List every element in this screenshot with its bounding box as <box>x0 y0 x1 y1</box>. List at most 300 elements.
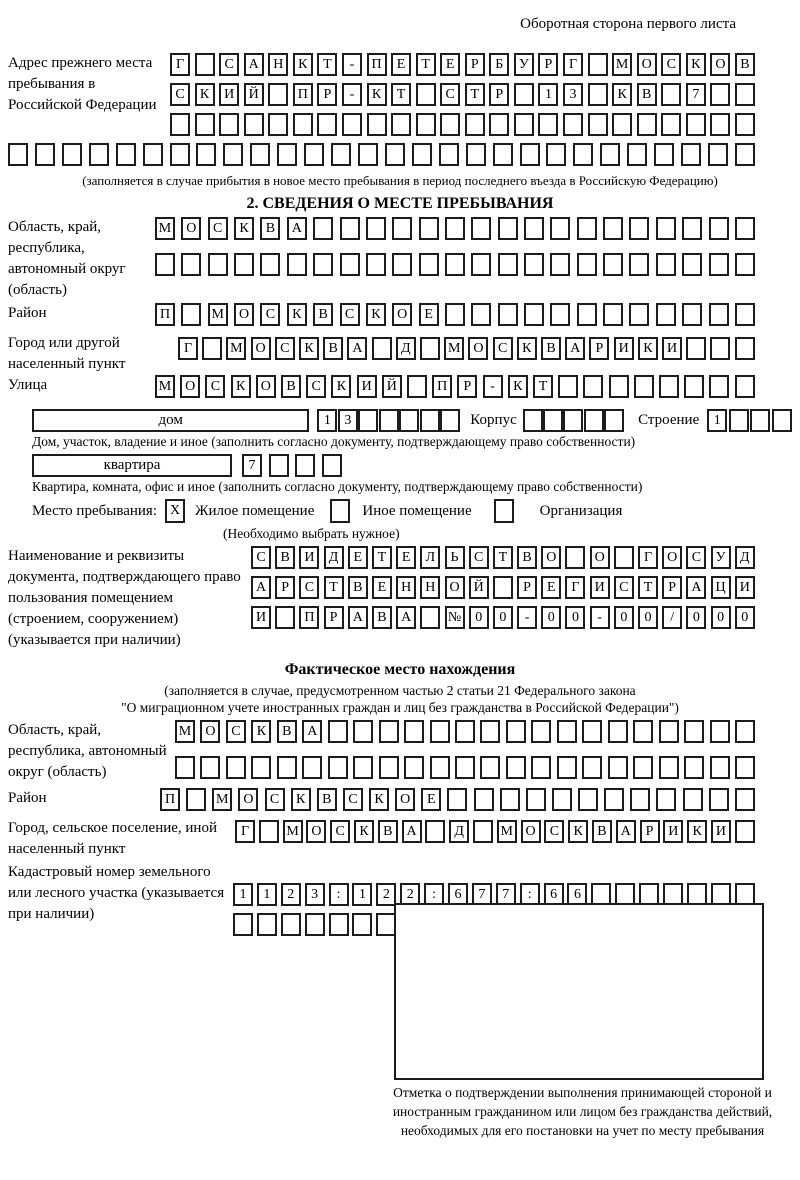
char-cell[interactable] <box>681 143 701 166</box>
char-cell[interactable] <box>352 913 372 936</box>
prev-address-grid-row-2[interactable] <box>170 83 755 106</box>
char-cell[interactable]: К <box>369 788 389 811</box>
char-cell[interactable] <box>219 113 239 136</box>
char-cell[interactable]: В <box>592 820 612 843</box>
char-cell[interactable]: И <box>662 337 682 360</box>
char-cell[interactable]: 0 <box>493 606 513 629</box>
prev-address-grid-row-3[interactable] <box>170 113 755 136</box>
char-cell[interactable] <box>526 788 546 811</box>
char-cell[interactable]: К <box>287 303 307 326</box>
char-cell[interactable] <box>686 113 706 136</box>
char-cell[interactable]: К <box>612 83 632 106</box>
char-cell[interactable]: А <box>302 720 322 743</box>
char-cell[interactable] <box>661 83 681 106</box>
char-cell[interactable]: Т <box>391 83 411 106</box>
char-cell[interactable]: И <box>711 820 731 843</box>
char-cell[interactable]: : <box>424 883 444 906</box>
char-cell[interactable] <box>514 83 534 106</box>
char-cell[interactable]: К <box>331 375 351 398</box>
char-cell[interactable]: 0 <box>711 606 731 629</box>
char-cell[interactable] <box>399 409 419 432</box>
char-cell[interactable] <box>531 720 551 743</box>
char-cell[interactable]: 1 <box>257 883 277 906</box>
char-cell[interactable]: С <box>208 217 228 240</box>
char-cell[interactable]: А <box>348 606 368 629</box>
char-cell[interactable] <box>735 113 755 136</box>
char-cell[interactable]: И <box>357 375 377 398</box>
char-cell[interactable] <box>250 143 270 166</box>
char-cell[interactable] <box>557 720 577 743</box>
char-cell[interactable]: О <box>590 546 610 569</box>
char-cell[interactable]: Н <box>396 576 416 599</box>
char-cell[interactable]: 7 <box>496 883 516 906</box>
char-cell[interactable]: В <box>541 337 561 360</box>
char-cell[interactable]: Т <box>465 83 485 106</box>
char-cell[interactable]: Е <box>396 546 416 569</box>
char-cell[interactable] <box>710 113 730 136</box>
char-cell[interactable] <box>710 756 730 779</box>
char-cell[interactable]: О <box>468 337 488 360</box>
char-cell[interactable] <box>366 253 386 276</box>
char-cell[interactable]: У <box>711 546 731 569</box>
char-cell[interactable]: С <box>251 546 271 569</box>
char-cell[interactable]: Р <box>640 820 660 843</box>
char-cell[interactable]: К <box>638 337 658 360</box>
char-cell[interactable]: - <box>342 53 362 76</box>
char-cell[interactable]: О <box>256 375 276 398</box>
char-cell[interactable] <box>735 756 755 779</box>
apartment-cells[interactable] <box>242 454 342 477</box>
char-cell[interactable] <box>196 143 216 166</box>
char-cell[interactable] <box>709 788 729 811</box>
char-cell[interactable]: В <box>317 788 337 811</box>
char-cell[interactable]: Р <box>489 83 509 106</box>
al-city-row[interactable] <box>235 820 755 843</box>
char-cell[interactable]: 7 <box>472 883 492 906</box>
stroenie-cells[interactable] <box>707 409 792 432</box>
char-cell[interactable]: О <box>181 217 201 240</box>
char-cell[interactable]: 0 <box>469 606 489 629</box>
char-cell[interactable]: П <box>293 83 313 106</box>
char-cell[interactable]: Г <box>638 546 658 569</box>
char-cell[interactable]: К <box>686 53 706 76</box>
char-cell[interactable]: П <box>299 606 319 629</box>
char-cell[interactable] <box>317 113 337 136</box>
char-cell[interactable] <box>277 756 297 779</box>
char-cell[interactable] <box>630 788 650 811</box>
char-cell[interactable]: Д <box>735 546 755 569</box>
char-cell[interactable] <box>588 113 608 136</box>
char-cell[interactable]: 7 <box>686 83 706 106</box>
char-cell[interactable] <box>710 83 730 106</box>
char-cell[interactable]: С <box>544 820 564 843</box>
stay-residential-checkbox[interactable]: X <box>165 499 185 523</box>
char-cell[interactable] <box>735 217 755 240</box>
char-cell[interactable] <box>268 113 288 136</box>
char-cell[interactable] <box>287 253 307 276</box>
char-cell[interactable]: Й <box>469 576 489 599</box>
char-cell[interactable]: И <box>219 83 239 106</box>
char-cell[interactable] <box>195 113 215 136</box>
char-cell[interactable]: С <box>614 576 634 599</box>
char-cell[interactable]: С <box>219 53 239 76</box>
char-cell[interactable]: Н <box>268 53 288 76</box>
char-cell[interactable] <box>603 253 623 276</box>
char-cell[interactable]: О <box>710 53 730 76</box>
char-cell[interactable]: Ь <box>445 546 465 569</box>
char-cell[interactable] <box>416 113 436 136</box>
char-cell[interactable]: П <box>432 375 452 398</box>
char-cell[interactable]: К <box>354 820 374 843</box>
char-cell[interactable] <box>684 756 704 779</box>
char-cell[interactable] <box>735 83 755 106</box>
char-cell[interactable] <box>577 253 597 276</box>
char-cell[interactable] <box>425 820 445 843</box>
char-cell[interactable]: И <box>663 820 683 843</box>
char-cell[interactable]: 7 <box>242 454 262 477</box>
char-cell[interactable]: - <box>590 606 610 629</box>
char-cell[interactable] <box>480 756 500 779</box>
char-cell[interactable] <box>735 303 755 326</box>
char-cell[interactable]: Т <box>493 546 513 569</box>
char-cell[interactable] <box>563 113 583 136</box>
char-cell[interactable]: О <box>392 303 412 326</box>
char-cell[interactable]: Н <box>420 576 440 599</box>
char-cell[interactable] <box>471 253 491 276</box>
char-cell[interactable] <box>583 375 603 398</box>
char-cell[interactable]: Е <box>541 576 561 599</box>
char-cell[interactable]: Г <box>170 53 190 76</box>
char-cell[interactable] <box>379 720 399 743</box>
char-cell[interactable] <box>578 788 598 811</box>
char-cell[interactable]: О <box>445 576 465 599</box>
char-cell[interactable]: Р <box>589 337 609 360</box>
char-cell[interactable] <box>430 756 450 779</box>
char-cell[interactable]: Ц <box>711 576 731 599</box>
char-cell[interactable]: 2 <box>281 883 301 906</box>
s2-region-row-2[interactable] <box>155 253 755 276</box>
char-cell[interactable] <box>582 756 602 779</box>
char-cell[interactable]: П <box>367 53 387 76</box>
char-cell[interactable] <box>604 788 624 811</box>
char-cell[interactable] <box>392 217 412 240</box>
char-cell[interactable]: И <box>590 576 610 599</box>
char-cell[interactable]: И <box>251 606 271 629</box>
char-cell[interactable] <box>489 113 509 136</box>
char-cell[interactable] <box>682 303 702 326</box>
char-cell[interactable]: В <box>260 217 280 240</box>
char-cell[interactable]: Р <box>517 576 537 599</box>
char-cell[interactable] <box>372 337 392 360</box>
char-cell[interactable]: М <box>283 820 303 843</box>
char-cell[interactable]: Е <box>421 788 441 811</box>
al-region-row-1[interactable] <box>175 720 755 743</box>
char-cell[interactable]: С <box>440 83 460 106</box>
char-cell[interactable]: С <box>260 303 280 326</box>
char-cell[interactable]: Е <box>440 53 460 76</box>
char-cell[interactable]: А <box>402 820 422 843</box>
char-cell[interactable] <box>379 756 399 779</box>
char-cell[interactable] <box>473 820 493 843</box>
char-cell[interactable]: О <box>200 720 220 743</box>
char-cell[interactable] <box>358 143 378 166</box>
char-cell[interactable] <box>234 253 254 276</box>
char-cell[interactable]: И <box>735 576 755 599</box>
char-cell[interactable]: Р <box>324 606 344 629</box>
char-cell[interactable]: 0 <box>638 606 658 629</box>
char-cell[interactable] <box>558 375 578 398</box>
char-cell[interactable] <box>686 337 706 360</box>
char-cell[interactable] <box>654 143 674 166</box>
char-cell[interactable] <box>588 53 608 76</box>
char-cell[interactable] <box>471 217 491 240</box>
char-cell[interactable]: С <box>340 303 360 326</box>
char-cell[interactable]: 1 <box>538 83 558 106</box>
char-cell[interactable]: 0 <box>735 606 755 629</box>
char-cell[interactable]: С <box>661 53 681 76</box>
char-cell[interactable] <box>750 409 770 432</box>
char-cell[interactable]: Р <box>538 53 558 76</box>
char-cell[interactable]: К <box>299 337 319 360</box>
char-cell[interactable] <box>588 83 608 106</box>
char-cell[interactable]: - <box>517 606 537 629</box>
char-cell[interactable] <box>709 217 729 240</box>
char-cell[interactable]: О <box>521 820 541 843</box>
char-cell[interactable] <box>244 113 264 136</box>
char-cell[interactable] <box>520 143 540 166</box>
char-cell[interactable] <box>233 913 253 936</box>
char-cell[interactable] <box>603 303 623 326</box>
char-cell[interactable] <box>637 113 657 136</box>
char-cell[interactable]: С <box>299 576 319 599</box>
char-cell[interactable] <box>659 720 679 743</box>
char-cell[interactable]: Р <box>465 53 485 76</box>
char-cell[interactable] <box>404 720 424 743</box>
char-cell[interactable] <box>328 720 348 743</box>
char-cell[interactable] <box>269 454 289 477</box>
char-cell[interactable] <box>202 337 222 360</box>
char-cell[interactable] <box>366 217 386 240</box>
stay-other-checkbox[interactable] <box>330 499 350 523</box>
char-cell[interactable]: В <box>517 546 537 569</box>
char-cell[interactable] <box>89 143 109 166</box>
char-cell[interactable] <box>604 409 624 432</box>
char-cell[interactable]: Е <box>372 576 392 599</box>
korpus-cells[interactable] <box>523 409 624 432</box>
char-cell[interactable]: В <box>348 576 368 599</box>
char-cell[interactable]: Д <box>324 546 344 569</box>
char-cell[interactable] <box>772 409 792 432</box>
char-cell[interactable] <box>577 303 597 326</box>
char-cell[interactable]: Т <box>638 576 658 599</box>
s2-region-row-1[interactable] <box>155 217 755 240</box>
char-cell[interactable] <box>181 303 201 326</box>
prev-address-grid-row-4[interactable] <box>8 143 755 166</box>
al-region-row-2[interactable] <box>175 756 755 779</box>
char-cell[interactable] <box>404 756 424 779</box>
char-cell[interactable] <box>656 303 676 326</box>
document-row-1[interactable] <box>251 546 755 569</box>
char-cell[interactable]: Т <box>533 375 553 398</box>
char-cell[interactable] <box>260 253 280 276</box>
char-cell[interactable] <box>329 913 349 936</box>
char-cell[interactable] <box>455 720 475 743</box>
char-cell[interactable] <box>195 53 215 76</box>
char-cell[interactable]: С <box>265 788 285 811</box>
char-cell[interactable]: А <box>251 576 271 599</box>
char-cell[interactable] <box>629 303 649 326</box>
char-cell[interactable] <box>416 83 436 106</box>
char-cell[interactable]: М <box>212 788 232 811</box>
char-cell[interactable]: 3 <box>563 83 583 106</box>
char-cell[interactable] <box>523 409 543 432</box>
char-cell[interactable] <box>419 217 439 240</box>
char-cell[interactable]: 6 <box>448 883 468 906</box>
char-cell[interactable] <box>474 788 494 811</box>
char-cell[interactable]: М <box>155 217 175 240</box>
char-cell[interactable]: 3 <box>338 409 358 432</box>
char-cell[interactable]: С <box>170 83 190 106</box>
char-cell[interactable] <box>735 337 755 360</box>
char-cell[interactable]: 0 <box>614 606 634 629</box>
char-cell[interactable] <box>498 253 518 276</box>
prev-address-grid-row-1[interactable] <box>170 53 755 76</box>
char-cell[interactable] <box>659 756 679 779</box>
char-cell[interactable] <box>500 788 520 811</box>
char-cell[interactable] <box>633 756 653 779</box>
char-cell[interactable]: 2 <box>376 883 396 906</box>
char-cell[interactable]: В <box>378 820 398 843</box>
char-cell[interactable] <box>735 720 755 743</box>
char-cell[interactable] <box>412 143 432 166</box>
char-cell[interactable]: Г <box>565 576 585 599</box>
char-cell[interactable] <box>524 303 544 326</box>
char-cell[interactable]: М <box>444 337 464 360</box>
char-cell[interactable]: 6 <box>567 883 587 906</box>
char-cell[interactable] <box>293 113 313 136</box>
char-cell[interactable] <box>729 409 749 432</box>
char-cell[interactable]: 0 <box>686 606 706 629</box>
char-cell[interactable]: О <box>395 788 415 811</box>
char-cell[interactable] <box>538 113 558 136</box>
char-cell[interactable] <box>313 253 333 276</box>
char-cell[interactable] <box>419 253 439 276</box>
char-cell[interactable] <box>709 303 729 326</box>
char-cell[interactable]: К <box>293 53 313 76</box>
al-district-row[interactable] <box>160 788 755 811</box>
char-cell[interactable] <box>498 303 518 326</box>
char-cell[interactable] <box>531 756 551 779</box>
char-cell[interactable]: У <box>514 53 534 76</box>
char-cell[interactable] <box>709 253 729 276</box>
char-cell[interactable] <box>455 756 475 779</box>
char-cell[interactable] <box>275 606 295 629</box>
char-cell[interactable] <box>493 576 513 599</box>
char-cell[interactable]: К <box>251 720 271 743</box>
char-cell[interactable]: 0 <box>541 606 561 629</box>
char-cell[interactable]: - <box>342 83 362 106</box>
char-cell[interactable] <box>259 820 279 843</box>
char-cell[interactable]: Й <box>244 83 264 106</box>
char-cell[interactable] <box>155 253 175 276</box>
char-cell[interactable] <box>358 409 378 432</box>
char-cell[interactable] <box>445 253 465 276</box>
char-cell[interactable] <box>322 454 342 477</box>
char-cell[interactable]: К <box>234 217 254 240</box>
char-cell[interactable] <box>302 756 322 779</box>
char-cell[interactable]: / <box>662 606 682 629</box>
char-cell[interactable] <box>471 303 491 326</box>
document-row-2[interactable] <box>251 576 755 599</box>
char-cell[interactable] <box>116 143 136 166</box>
char-cell[interactable] <box>313 217 333 240</box>
char-cell[interactable]: К <box>231 375 251 398</box>
char-cell[interactable] <box>430 720 450 743</box>
char-cell[interactable]: В <box>275 546 295 569</box>
char-cell[interactable] <box>582 720 602 743</box>
char-cell[interactable] <box>498 217 518 240</box>
char-cell[interactable] <box>506 720 526 743</box>
house-box[interactable]: дом <box>32 409 309 432</box>
char-cell[interactable]: К <box>687 820 707 843</box>
char-cell[interactable] <box>353 756 373 779</box>
char-cell[interactable]: П <box>160 788 180 811</box>
char-cell[interactable] <box>367 113 387 136</box>
char-cell[interactable] <box>629 217 649 240</box>
char-cell[interactable]: М <box>612 53 632 76</box>
char-cell[interactable] <box>659 375 679 398</box>
char-cell[interactable] <box>200 756 220 779</box>
char-cell[interactable]: О <box>251 337 271 360</box>
char-cell[interactable]: К <box>517 337 537 360</box>
char-cell[interactable]: К <box>195 83 215 106</box>
char-cell[interactable]: Б <box>489 53 509 76</box>
char-cell[interactable] <box>612 113 632 136</box>
char-cell[interactable]: Е <box>391 53 411 76</box>
char-cell[interactable]: Т <box>372 546 392 569</box>
char-cell[interactable] <box>656 788 676 811</box>
char-cell[interactable]: Е <box>419 303 439 326</box>
char-cell[interactable]: А <box>686 576 706 599</box>
char-cell[interactable]: : <box>329 883 349 906</box>
char-cell[interactable]: 1 <box>233 883 253 906</box>
char-cell[interactable]: В <box>313 303 333 326</box>
char-cell[interactable]: О <box>662 546 682 569</box>
char-cell[interactable]: О <box>541 546 561 569</box>
char-cell[interactable]: О <box>234 303 254 326</box>
char-cell[interactable] <box>735 375 755 398</box>
char-cell[interactable] <box>281 913 301 936</box>
char-cell[interactable] <box>407 375 427 398</box>
s2-district-row[interactable] <box>155 303 755 326</box>
char-cell[interactable] <box>223 143 243 166</box>
char-cell[interactable] <box>634 375 654 398</box>
char-cell[interactable] <box>181 253 201 276</box>
char-cell[interactable]: Р <box>457 375 477 398</box>
char-cell[interactable]: В <box>735 53 755 76</box>
char-cell[interactable]: О <box>637 53 657 76</box>
char-cell[interactable]: Г <box>235 820 255 843</box>
confirmation-mark-box[interactable] <box>394 903 764 1080</box>
char-cell[interactable] <box>557 756 577 779</box>
char-cell[interactable] <box>546 143 566 166</box>
char-cell[interactable]: А <box>616 820 636 843</box>
char-cell[interactable]: Р <box>275 576 295 599</box>
char-cell[interactable]: Т <box>324 576 344 599</box>
char-cell[interactable] <box>506 756 526 779</box>
char-cell[interactable] <box>565 546 585 569</box>
char-cell[interactable] <box>684 375 704 398</box>
